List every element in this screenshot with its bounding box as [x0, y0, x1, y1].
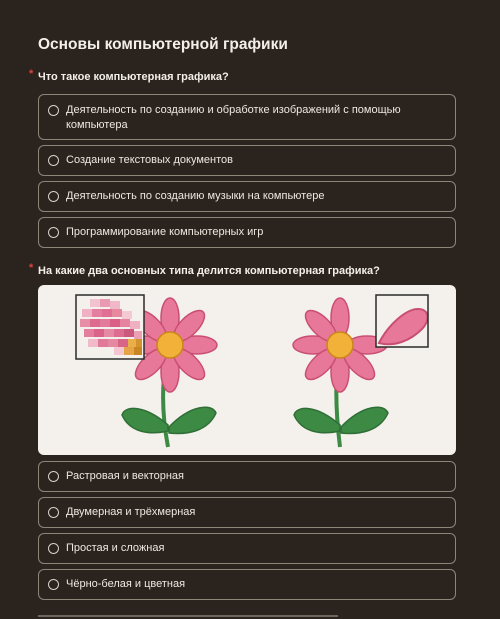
- flower-illustration: [38, 285, 456, 455]
- question-2-text: На какие два основных типа делится компьютерная графика?: [38, 265, 380, 277]
- radio-circle-icon[interactable]: [48, 543, 59, 554]
- option-label: Деятельность по созданию и обработке изображений с помощью компьютера: [66, 104, 401, 131]
- q2-option-3[interactable]: [38, 533, 456, 564]
- pixel-zoom-box: [76, 295, 144, 359]
- option-label: Растровая и векторная: [66, 470, 184, 482]
- q2-option-4[interactable]: [38, 569, 456, 600]
- required-mark: *: [29, 262, 34, 274]
- radio-circle-icon[interactable]: [48, 105, 59, 116]
- question-1-text: Что такое компьютерная графика?: [38, 71, 229, 83]
- q1-option-1[interactable]: [38, 94, 456, 140]
- option-label: Двумерная и трёхмерная: [66, 506, 196, 518]
- question-image: [38, 285, 456, 455]
- required-mark: *: [29, 68, 34, 80]
- option-label: Создание текстовых документов: [66, 154, 233, 166]
- radio-circle-icon[interactable]: [48, 191, 59, 202]
- question-1: [29, 68, 229, 83]
- radio-circle-icon[interactable]: [48, 507, 59, 518]
- q1-option-2[interactable]: [38, 145, 456, 176]
- radio-circle-icon[interactable]: [48, 155, 59, 166]
- q1-option-3[interactable]: [38, 181, 456, 212]
- option-label: Простая и сложная: [66, 542, 165, 554]
- vector-flower: [293, 298, 388, 447]
- option-label: Деятельность по созданию музыки на компьютере: [66, 190, 325, 202]
- radio-circle-icon[interactable]: [48, 471, 59, 482]
- form-title: Основы компьютерной графики: [38, 36, 288, 53]
- next-question-cutoff: [38, 612, 456, 619]
- q2-option-2[interactable]: [38, 497, 456, 528]
- vector-zoom-box: [376, 295, 428, 347]
- option-label: Программирование компьютерных игр: [66, 226, 264, 238]
- radio-circle-icon[interactable]: [48, 579, 59, 590]
- q1-option-4[interactable]: [38, 217, 456, 248]
- radio-circle-icon[interactable]: [48, 227, 59, 238]
- q2-option-1[interactable]: [38, 461, 456, 492]
- option-label: Чёрно-белая и цветная: [66, 578, 186, 590]
- question-2: [29, 262, 380, 277]
